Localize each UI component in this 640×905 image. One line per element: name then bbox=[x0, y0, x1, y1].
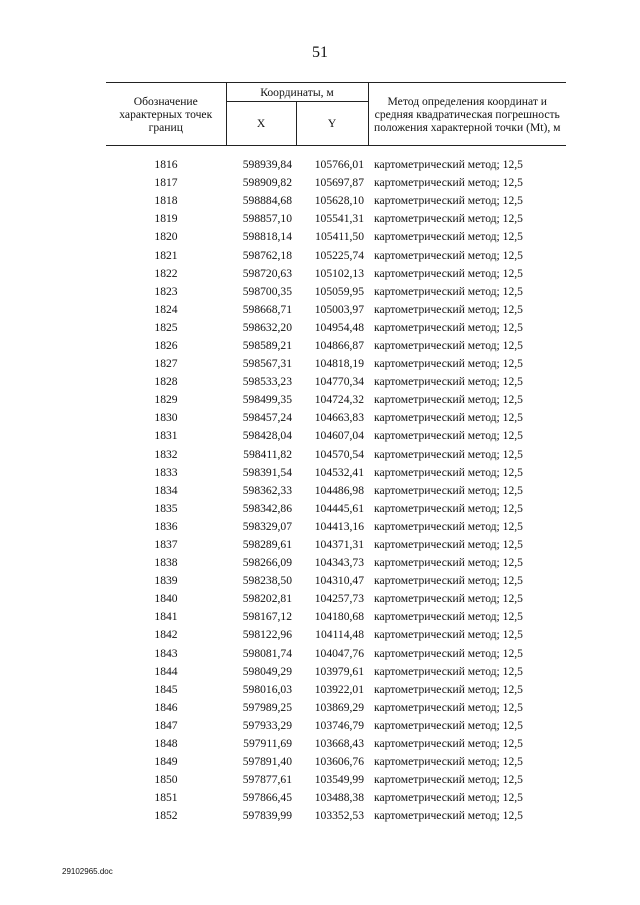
method-cell: картометрический метод; 12,5 bbox=[374, 248, 523, 262]
coord-x: 598457,24 bbox=[242, 411, 292, 425]
table-row bbox=[106, 427, 566, 445]
coord-x: 598589,21 bbox=[242, 338, 292, 352]
point-number: 1819 bbox=[154, 212, 178, 226]
coord-y: 104445,61 bbox=[314, 501, 365, 515]
table-row bbox=[106, 391, 566, 409]
method-cell: картометрический метод; 12,5 bbox=[374, 791, 523, 805]
method-cell: картометрический метод; 12,5 bbox=[374, 737, 523, 751]
point-number: 1837 bbox=[154, 538, 178, 552]
method-cell: картометрический метод; 12,5 bbox=[374, 465, 523, 479]
method-cell: картометрический метод; 12,5 bbox=[374, 755, 523, 769]
header-y: Y bbox=[296, 102, 368, 146]
method-cell: картометрический метод; 12,5 bbox=[374, 574, 523, 588]
point-number: 1823 bbox=[154, 284, 178, 298]
point-number: 1822 bbox=[154, 266, 178, 280]
method-cell: картометрический метод; 12,5 bbox=[374, 682, 523, 696]
table-row bbox=[106, 246, 566, 264]
coord-y: 104770,34 bbox=[314, 375, 365, 389]
table-row bbox=[106, 355, 566, 373]
coord-x: 598762,18 bbox=[242, 248, 292, 262]
method-cell: картометрический метод; 12,5 bbox=[374, 718, 523, 732]
point-number: 1820 bbox=[154, 230, 178, 244]
point-number: 1836 bbox=[154, 519, 178, 533]
table-row bbox=[106, 789, 566, 807]
method-cell: картометрический метод; 12,5 bbox=[374, 411, 523, 425]
point-number: 1829 bbox=[154, 393, 178, 407]
coord-y: 105411,50 bbox=[315, 230, 365, 244]
table-row bbox=[106, 663, 566, 681]
table-row bbox=[106, 337, 566, 355]
point-number: 1835 bbox=[154, 501, 178, 515]
method-cell: картометрический метод; 12,5 bbox=[374, 302, 523, 316]
coord-x: 598567,31 bbox=[242, 357, 292, 371]
point-number: 1830 bbox=[154, 411, 178, 425]
method-cell: картометрический метод; 12,5 bbox=[374, 700, 523, 714]
coord-y: 104486,98 bbox=[314, 483, 365, 497]
table-row bbox=[106, 554, 566, 572]
table-row bbox=[106, 753, 566, 771]
table-row bbox=[106, 717, 566, 735]
coord-y: 103488,38 bbox=[314, 791, 365, 805]
coord-y: 105697,87 bbox=[314, 176, 365, 190]
coord-y: 103352,53 bbox=[314, 809, 365, 823]
method-cell: картометрический метод; 12,5 bbox=[374, 628, 523, 642]
method-cell: картометрический метод; 12,5 bbox=[374, 501, 523, 515]
table-row bbox=[106, 735, 566, 753]
coord-x: 598668,71 bbox=[242, 302, 292, 316]
table-row bbox=[106, 228, 566, 246]
coord-y: 104047,76 bbox=[314, 646, 365, 660]
table-row bbox=[106, 500, 566, 518]
coord-y: 105102,13 bbox=[314, 266, 365, 280]
coord-x: 598909,82 bbox=[242, 176, 292, 190]
coord-x: 598720,63 bbox=[242, 266, 292, 280]
table-row bbox=[106, 174, 566, 192]
point-number: 1825 bbox=[154, 320, 178, 334]
coord-x: 598884,68 bbox=[242, 194, 292, 208]
table-row bbox=[106, 265, 566, 283]
method-cell: картометрический метод; 12,5 bbox=[374, 483, 523, 497]
point-number: 1847 bbox=[154, 718, 178, 732]
point-number: 1852 bbox=[154, 809, 178, 823]
point-number: 1842 bbox=[154, 628, 178, 642]
coord-x: 598167,12 bbox=[242, 610, 292, 624]
method-cell: картометрический метод; 12,5 bbox=[374, 212, 523, 226]
table-row bbox=[106, 572, 566, 590]
header-method: Метод определения координат и средняя квадратическая погрешность положения характерной точки (Mt), м bbox=[368, 83, 566, 146]
coord-x: 598202,81 bbox=[242, 592, 292, 606]
method-cell: картометрический метод; 12,5 bbox=[374, 538, 523, 552]
point-number: 1851 bbox=[154, 791, 178, 805]
method-cell: картометрический метод; 12,5 bbox=[374, 393, 523, 407]
coord-x: 597839,99 bbox=[242, 809, 292, 823]
table-row bbox=[106, 409, 566, 427]
table-row bbox=[106, 536, 566, 554]
coord-y: 103869,29 bbox=[314, 700, 365, 714]
point-number: 1821 bbox=[154, 248, 178, 262]
method-cell: картометрический метод; 12,5 bbox=[374, 158, 523, 172]
coord-x: 598857,10 bbox=[242, 212, 292, 226]
table-row bbox=[106, 319, 566, 337]
coord-x: 598818,14 bbox=[242, 230, 292, 244]
coord-y: 105059,95 bbox=[314, 284, 365, 298]
point-number: 1834 bbox=[154, 483, 178, 497]
coord-y: 104866,87 bbox=[314, 338, 365, 352]
coord-x: 598411,82 bbox=[243, 447, 292, 461]
method-cell: картометрический метод; 12,5 bbox=[374, 809, 523, 823]
table-row bbox=[106, 681, 566, 699]
method-cell: картометрический метод; 12,5 bbox=[374, 266, 523, 280]
method-cell: картометрический метод; 12,5 bbox=[374, 592, 523, 606]
coord-x: 598081,74 bbox=[242, 646, 292, 660]
table-row bbox=[106, 301, 566, 319]
table-body bbox=[106, 146, 566, 826]
coord-y: 104818,19 bbox=[314, 357, 365, 371]
coord-y: 104532,41 bbox=[314, 465, 365, 479]
header-designation: Обозначение характерных точек границ bbox=[106, 83, 226, 146]
coord-x: 598289,61 bbox=[242, 538, 292, 552]
coord-x: 598499,35 bbox=[242, 393, 292, 407]
coord-y: 104257,73 bbox=[314, 592, 365, 606]
coord-y: 105766,01 bbox=[314, 158, 365, 172]
point-number: 1817 bbox=[154, 176, 178, 190]
table-row bbox=[106, 283, 566, 301]
point-number: 1850 bbox=[154, 773, 178, 787]
coord-y: 104371,31 bbox=[314, 538, 365, 552]
method-cell: картометрический метод; 12,5 bbox=[374, 610, 523, 624]
table-header bbox=[106, 83, 566, 146]
coord-x: 597877,61 bbox=[242, 773, 292, 787]
point-number: 1818 bbox=[154, 194, 178, 208]
table-row bbox=[106, 156, 566, 174]
coord-x: 598362,33 bbox=[242, 483, 292, 497]
table-row bbox=[106, 626, 566, 644]
point-number: 1838 bbox=[154, 556, 178, 570]
table-row bbox=[106, 192, 566, 210]
method-cell: картометрический метод; 12,5 bbox=[374, 284, 523, 298]
coord-x: 598266,09 bbox=[242, 556, 292, 570]
coord-x: 598533,23 bbox=[242, 375, 292, 389]
method-cell: картометрический метод; 12,5 bbox=[374, 646, 523, 660]
method-cell: картометрический метод; 12,5 bbox=[374, 447, 523, 461]
coord-x: 597866,45 bbox=[242, 791, 292, 805]
coord-y: 103746,79 bbox=[314, 718, 365, 732]
point-number: 1831 bbox=[154, 429, 178, 443]
point-number: 1833 bbox=[154, 465, 178, 479]
method-cell: картометрический метод; 12,5 bbox=[374, 375, 523, 389]
point-number: 1840 bbox=[154, 592, 178, 606]
coord-y: 104180,68 bbox=[314, 610, 365, 624]
header-coordinates: Координаты, м bbox=[226, 83, 368, 102]
coord-y: 104663,83 bbox=[314, 411, 365, 425]
coord-y: 103979,61 bbox=[314, 664, 365, 678]
point-number: 1846 bbox=[154, 700, 178, 714]
coord-x: 598342,86 bbox=[242, 501, 292, 515]
coord-y: 104413,16 bbox=[314, 519, 365, 533]
coord-x: 597989,25 bbox=[242, 700, 292, 714]
coord-y: 103549,99 bbox=[314, 773, 365, 787]
table-row bbox=[106, 590, 566, 608]
coord-y: 104343,73 bbox=[314, 556, 365, 570]
coord-x: 598939,84 bbox=[242, 158, 292, 172]
page-number: 51 bbox=[312, 44, 328, 61]
method-cell: картометрический метод; 12,5 bbox=[374, 357, 523, 371]
point-number: 1827 bbox=[154, 357, 178, 371]
method-cell: картометрический метод; 12,5 bbox=[374, 429, 523, 443]
method-cell: картометрический метод; 12,5 bbox=[374, 320, 523, 334]
point-number: 1824 bbox=[154, 302, 178, 316]
coord-y: 104570,54 bbox=[314, 447, 365, 461]
coord-y: 105541,31 bbox=[314, 212, 365, 226]
header-x: X bbox=[226, 102, 296, 146]
coord-y: 104310,47 bbox=[314, 574, 365, 588]
table-row bbox=[106, 518, 566, 536]
coord-y: 105003,97 bbox=[314, 302, 365, 316]
coord-y: 105628,10 bbox=[314, 194, 365, 208]
coord-y: 104607,04 bbox=[314, 429, 365, 443]
coord-y: 103922,01 bbox=[314, 682, 365, 696]
coord-x: 598122,96 bbox=[242, 628, 292, 642]
point-number: 1848 bbox=[154, 737, 178, 751]
coord-x: 598391,54 bbox=[242, 465, 292, 479]
coord-x: 598632,20 bbox=[242, 320, 292, 334]
coord-x: 597933,29 bbox=[242, 718, 292, 732]
method-cell: картометрический метод; 12,5 bbox=[374, 664, 523, 678]
table-row bbox=[106, 446, 566, 464]
point-number: 1841 bbox=[154, 610, 178, 624]
method-cell: картометрический метод; 12,5 bbox=[374, 338, 523, 352]
coord-x: 598700,35 bbox=[242, 284, 292, 298]
coord-x: 598049,29 bbox=[242, 664, 292, 678]
table-row bbox=[106, 464, 566, 482]
coord-x: 598238,50 bbox=[242, 574, 292, 588]
point-number: 1844 bbox=[154, 664, 178, 678]
footer-filename: 29102965.doc bbox=[62, 867, 113, 876]
point-number: 1828 bbox=[154, 375, 178, 389]
method-cell: картометрический метод; 12,5 bbox=[374, 519, 523, 533]
point-number: 1839 bbox=[154, 574, 178, 588]
coord-y: 103606,76 bbox=[314, 755, 365, 769]
table-row bbox=[106, 210, 566, 228]
method-cell: картометрический метод; 12,5 bbox=[374, 194, 523, 208]
method-cell: картометрический метод; 12,5 bbox=[374, 176, 523, 190]
point-number: 1849 bbox=[154, 755, 178, 769]
table-row bbox=[106, 771, 566, 789]
method-cell: картометрический метод; 12,5 bbox=[374, 556, 523, 570]
coord-y: 104724,32 bbox=[314, 393, 365, 407]
table-row bbox=[106, 645, 566, 663]
coord-x: 598016,03 bbox=[242, 682, 292, 696]
table-row bbox=[106, 373, 566, 391]
table-row bbox=[106, 482, 566, 500]
coord-x: 597891,40 bbox=[242, 755, 292, 769]
table-row bbox=[106, 699, 566, 717]
coord-y: 103668,43 bbox=[314, 737, 365, 751]
table-row bbox=[106, 608, 566, 626]
coord-y: 105225,74 bbox=[314, 248, 365, 262]
table-row bbox=[106, 807, 566, 825]
coord-y: 104114,48 bbox=[315, 628, 365, 642]
coord-y: 104954,48 bbox=[314, 320, 365, 334]
point-number: 1826 bbox=[154, 338, 178, 352]
coord-x: 598428,04 bbox=[242, 429, 292, 443]
method-cell: картометрический метод; 12,5 bbox=[374, 773, 523, 787]
coord-x: 598329,07 bbox=[242, 519, 292, 533]
method-cell: картометрический метод; 12,5 bbox=[374, 230, 523, 244]
point-number: 1843 bbox=[154, 646, 178, 660]
coordinates-table-container bbox=[106, 82, 566, 825]
coordinates-table bbox=[106, 82, 566, 825]
point-number: 1816 bbox=[154, 158, 178, 172]
point-number: 1832 bbox=[154, 447, 178, 461]
point-number: 1845 bbox=[154, 682, 178, 696]
coord-x: 597911,69 bbox=[243, 737, 292, 751]
